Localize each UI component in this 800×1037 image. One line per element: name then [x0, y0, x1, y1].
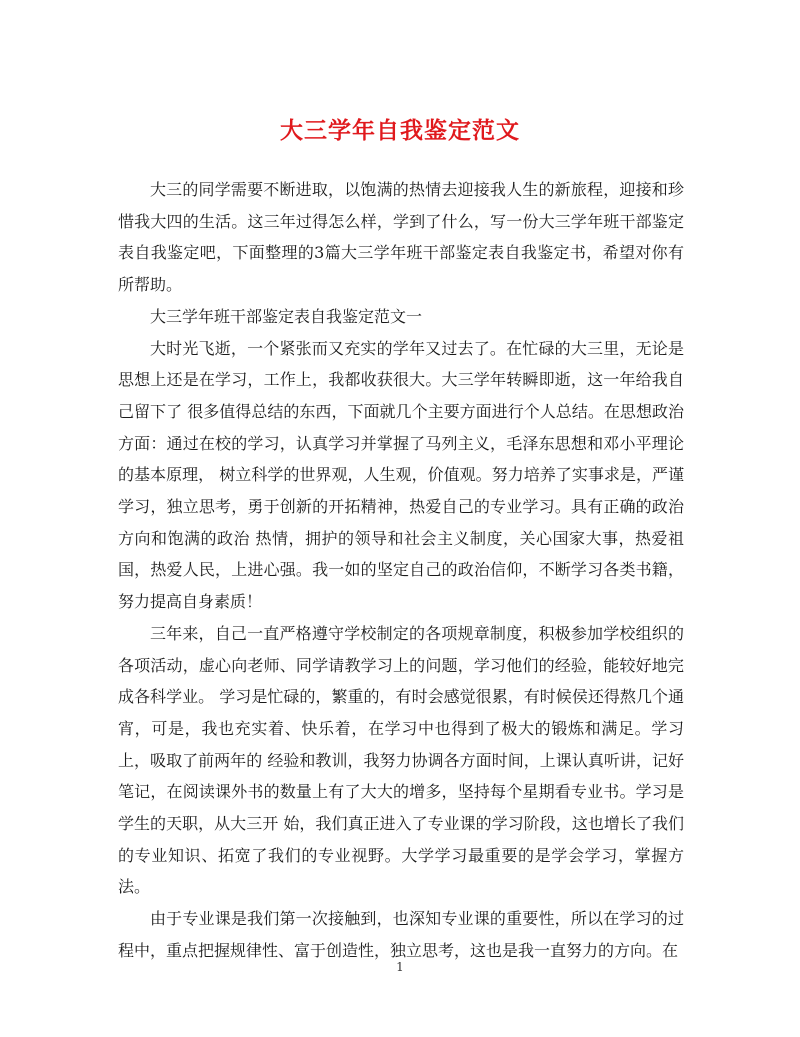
document-body [118, 174, 684, 967]
body-paragraph: 大时光飞逝，一个紧张而又充实的学年又过去了。在忙碌的大三里，无论是思想上还是在学习，工作上，我都收获很大。大三学年转瞬即逝，这一年给我自己留下了 很多值得总结的东西，下面就几个主要方面进行个人总结。在思想政治方面：通过在校的学习，认真学习并掌握了马列主义，毛泽东思想和邓小平理论的基本原理， 树立科学的世界观，人生观，价值观。努力培养了实事求是，严谨学习，独立思考，勇于创新的开拓精神，热爱自己的专业学习。具有正确的政治方向和饱满的政治 热情，拥护的领导和社会主义制度，关心国家大事，热爱祖国，热爱人民，上进心强。我一如的坚定自己的政治信仰，不断学习各类书籍，努力提高自身素质！ [118, 338, 684, 612]
document-title: 大三学年自我鉴定范文 [280, 117, 520, 144]
page-number: 1 [396, 960, 404, 974]
body-paragraph: 由于专业课是我们第一次接触到，也深知专业课的重要性，所以在学习的过程中，重点把握规律性、富于创造性，独立思考，这也是我一直努力的方向。在 [118, 909, 684, 960]
intro-paragraph: 大三的同学需要不断进取，以饱满的热情去迎接我人生的新旅程，迎接和珍惜我大四的生活。这三年过得怎么样，学到了什么，写一份大三学年班干部鉴定表自我鉴定吧，下面整理的3篇大三学年班干部鉴定表自我鉴定书，希望对你有所帮助。 [118, 180, 684, 295]
section-heading: 大三学年班干部鉴定表自我鉴定范文一 [150, 306, 423, 326]
body-paragraph: 三年来，自己一直严格遵守学校制定的各项规章制度，积极参加学校组织的各项活动，虚心向老师、同学请教学习上的问题，学习他们的经验，能较好地完成各科学业。 学习是忙碌的，繁重的，有时会感觉很累，有时候侯还得熬几个通宵，可是，我也充实着、快乐着，在学习中也得到了极大的锻炼和满足。学习上，吸取了前两年的 经验和教训，我努力协调各方面时间，上课认真听讲，记好笔记，在阅读课外书的数量上有了大大的增多，坚持每个星期看专业书。学习是学生的天职，从大三开 始，我们真正进入了专业课的学习阶段，这也增长了我们的专业知识、拓宽了我们的专业视野。大学学习最重要的是学会学习，掌握方法。 [118, 623, 684, 897]
